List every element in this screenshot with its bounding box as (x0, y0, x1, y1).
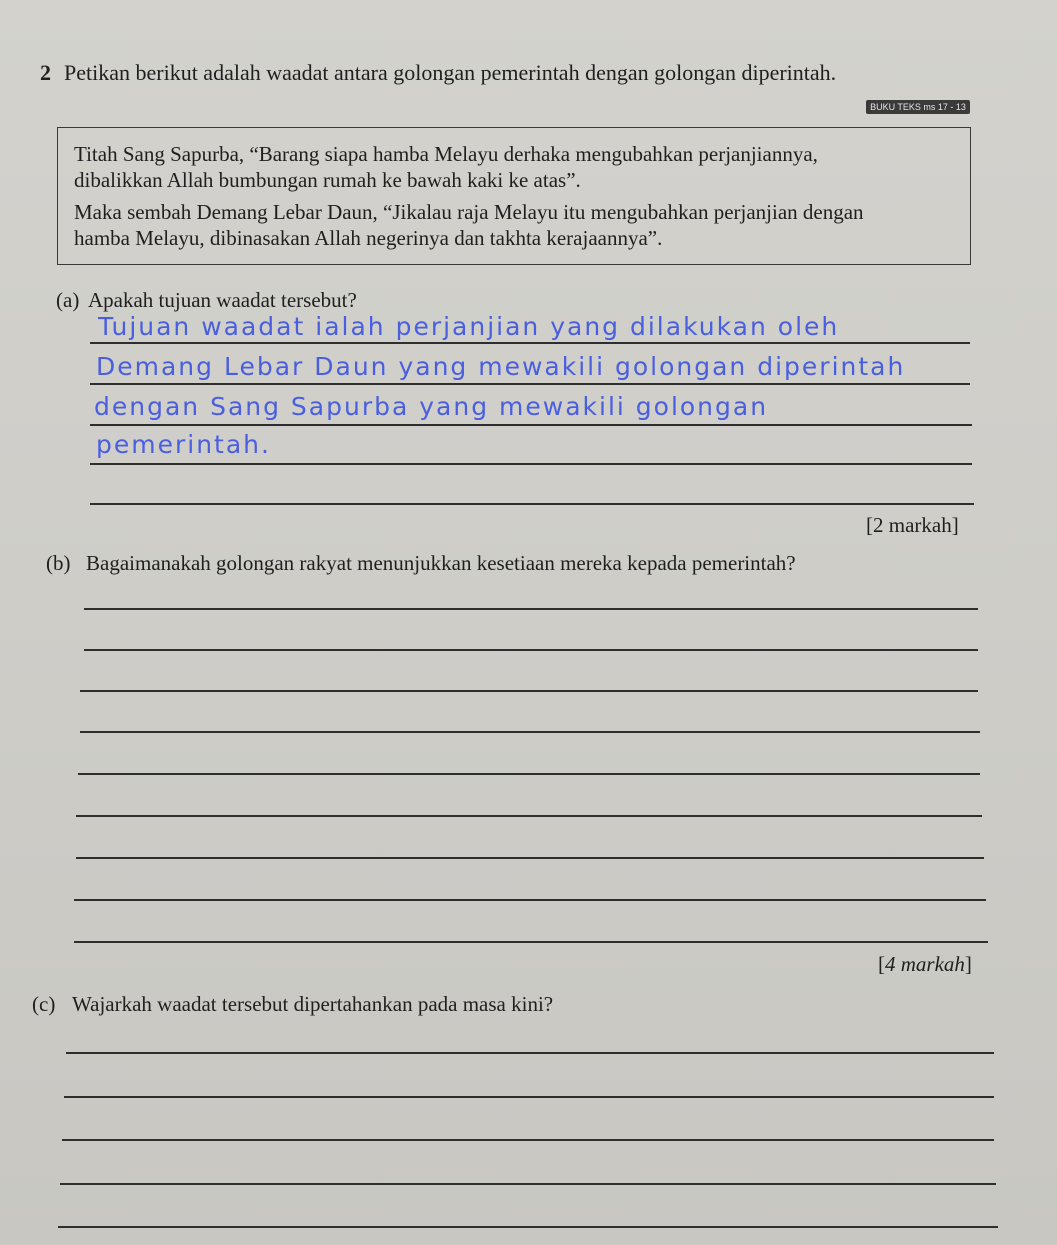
part-a-marks: [2 markah] (866, 513, 959, 537)
extract-line: Maka sembah Demang Lebar Daun, “Jikalau raja Melayu itu mengubahkan perjanjian dengan (74, 200, 864, 224)
extract-line: hamba Melayu, dibinasakan Allah negerinya dan takhta kerajaannya”. (74, 226, 663, 250)
answer-rule (90, 342, 970, 344)
handwritten-answer-line: Tujuan waadat ialah perjanjian yang dilakukan oleh (98, 312, 840, 341)
answer-rule (90, 503, 974, 505)
handwritten-answer-line: dengan Sang Sapurba yang mewakili golongan (94, 392, 769, 421)
extract-line: Titah Sang Sapurba, “Barang siapa hamba Melayu derhaka mengubahkan perjanjiannya, (74, 142, 818, 166)
answer-rule (60, 1183, 996, 1185)
answer-rule (76, 815, 982, 817)
answer-rule (62, 1139, 994, 1141)
answer-rule (66, 1052, 994, 1054)
answer-rule (84, 608, 978, 610)
part-a-label: (a) (56, 288, 80, 312)
answer-rule (80, 690, 978, 692)
answer-rule (74, 899, 986, 901)
answer-rule (90, 424, 972, 426)
answer-rule (74, 941, 988, 943)
handwritten-answer-line: pemerintah. (96, 430, 271, 459)
handwritten-answer-line: Demang Lebar Daun yang mewakili golongan diperintah (96, 352, 906, 381)
question-number: 2 (40, 60, 51, 85)
extract-line: dibalikkan Allah bumbungan rumah ke bawah kaki ke atas”. (74, 168, 581, 192)
part-b-marks: [4 markah] (878, 952, 972, 976)
textbook-reference-tag: BUKU TEKS ms 17 - 13 (866, 100, 970, 114)
answer-rule (80, 731, 980, 733)
answer-rule (84, 649, 978, 651)
part-a-question: Apakah tujuan waadat tersebut? (88, 288, 357, 312)
part-c-label: (c) (32, 992, 56, 1016)
answer-rule (90, 463, 972, 465)
answer-rule (58, 1226, 998, 1228)
extract-box (57, 127, 971, 265)
answer-rule (90, 383, 970, 385)
answer-rule (64, 1096, 994, 1098)
question-text: Petikan berikut adalah waadat antara golongan pemerintah dengan golongan diperintah. (64, 60, 837, 85)
part-b-question: Bagaimanakah golongan rakyat menunjukkan kesetiaan mereka kepada pemerintah? (86, 551, 796, 575)
part-c-question: Wajarkah waadat tersebut dipertahankan pada masa kini? (72, 992, 554, 1016)
answer-rule (78, 773, 980, 775)
part-b-label: (b) (46, 551, 71, 575)
answer-rule (76, 857, 984, 859)
